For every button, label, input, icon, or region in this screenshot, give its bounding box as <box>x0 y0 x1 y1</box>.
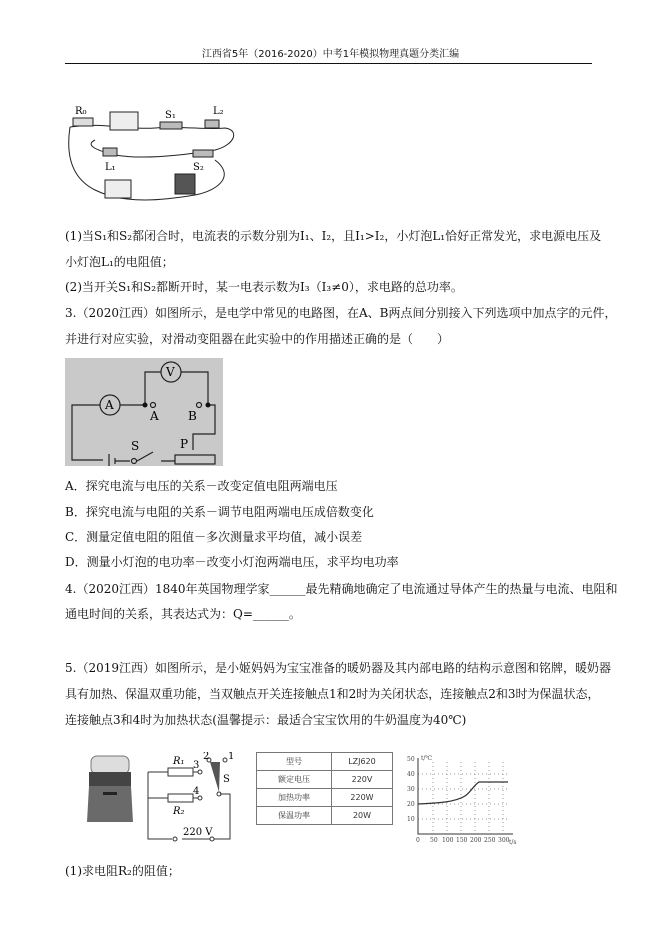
text-line: 并进行对应实验，对滑动变阻器在此实验中的作用描述正确的是（ ） <box>65 332 450 346</box>
y-axis-label: t/℃ <box>421 755 433 762</box>
text-line: (1)当S₁和S₂都闭合时，电流表的示数分别为I₁、I₂，且I₁>I₂，小灯泡L₁恰好正常发光，求电源电压及 <box>65 229 602 243</box>
y-tick: 30 <box>407 786 415 793</box>
table-value: 20W <box>332 807 393 825</box>
nameplate-table <box>256 752 393 825</box>
x-tick: 200 <box>470 837 482 844</box>
table-key: 额定电压 <box>257 771 332 789</box>
circuit-figure-3 <box>65 358 223 466</box>
table-key: 保温功率 <box>257 807 332 825</box>
header-divider <box>65 63 592 64</box>
table-value: 220W <box>332 789 393 807</box>
label-contact-4: 4 <box>193 786 200 797</box>
page-header: 江西省5年（2016-2020）中考1年模拟物理真题分类汇编 <box>201 49 460 60</box>
warmer-circuit <box>145 752 245 844</box>
x-tick: 0 <box>416 837 420 844</box>
label-s2: S₂ <box>193 162 204 173</box>
text-line: 连接触点3和4时为加热状态(温馨提示：最适合宝宝饮用的牛奶温度为40℃) <box>65 713 467 727</box>
text-line: 小灯泡L₁的电阻值； <box>65 255 174 269</box>
option-d: D．测量小灯泡的电功率－改变小灯泡两端电压，求平均电功率 <box>65 555 399 569</box>
label-switch: S <box>131 439 140 453</box>
label-voltage: 220 V <box>183 827 213 838</box>
x-tick: 100 <box>442 837 454 844</box>
table-row <box>257 789 393 807</box>
x-tick: 250 <box>484 837 496 844</box>
table-key: 加热功率 <box>257 789 332 807</box>
table-value: LZJ620 <box>332 753 393 771</box>
table-value: 220V <box>332 771 393 789</box>
text-line: 4.（2020江西）1840年英国物理学家______最先精确地确定了电流通过导体产生的热量与电流、电阻和 <box>65 582 618 596</box>
label-r2: R₂ <box>173 806 185 817</box>
label-r0: R₀ <box>75 106 87 117</box>
label-point-b: B <box>188 409 197 423</box>
x-axis-label: t/s <box>509 839 517 846</box>
label-l2: L₂ <box>213 106 224 117</box>
milk-warmer-image <box>85 752 135 824</box>
text-line: 通电时间的关系，其表达式为：Q=______。 <box>65 607 301 621</box>
x-tick: 50 <box>430 837 438 844</box>
text-line: (2)当开关S₁和S₂都断开时，某一电表示数为I₃（I₃≠0），求电路的总功率。 <box>65 280 463 294</box>
label-s1: S₁ <box>165 110 176 121</box>
table-row <box>257 771 393 789</box>
table-row <box>257 807 393 825</box>
label-voltmeter: V <box>166 365 175 379</box>
table-row <box>257 753 393 771</box>
label-contact-2: 2 <box>203 752 210 762</box>
label-contact-1: 1 <box>228 752 235 762</box>
label-point-a: A <box>150 409 159 423</box>
circuit-figure-1 <box>65 100 245 208</box>
text-line: 具有加热、保温双重功能，当双触点开关连接触点1和2时为关闭状态，连接触点2和3时为保温状态， <box>65 687 600 701</box>
option-c: C．测量定值电阻的阻值－多次测量求平均值，减小误差 <box>65 530 363 544</box>
text-line: 5.（2019江西）如图所示，是小姬妈妈为宝宝准备的暖奶器及其内部电路的结构示意图和铭牌，暖奶器 <box>65 661 611 675</box>
label-slider: P <box>180 437 189 451</box>
y-tick: 20 <box>407 801 415 808</box>
x-tick: 150 <box>456 837 468 844</box>
label-ammeter: A <box>105 398 114 412</box>
y-tick: 10 <box>407 816 415 823</box>
label-l1: L₁ <box>105 162 116 173</box>
x-tick: 300 <box>498 837 510 844</box>
label-contact-3: 3 <box>193 760 200 771</box>
option-b: B．探究电流与电阻的关系－调节电阻两端电压成倍数变化 <box>65 505 374 519</box>
label-r1: R₁ <box>173 756 185 767</box>
y-tick: 50 <box>407 756 415 763</box>
label-switch-s: S <box>223 774 230 785</box>
temperature-graph <box>405 752 520 847</box>
table-key: 型号 <box>257 753 332 771</box>
option-a: A．探究电流与电压的关系－改变定值电阻两端电压 <box>65 479 338 493</box>
y-tick: 40 <box>407 771 415 778</box>
text-line: 3.（2020江西）如图所示，是电学中常见的电路图，在A、B两点间分别接入下列选项中加点字的元件， <box>65 306 617 320</box>
text-line: (1)求电阻R₂的阻值； <box>65 864 180 878</box>
